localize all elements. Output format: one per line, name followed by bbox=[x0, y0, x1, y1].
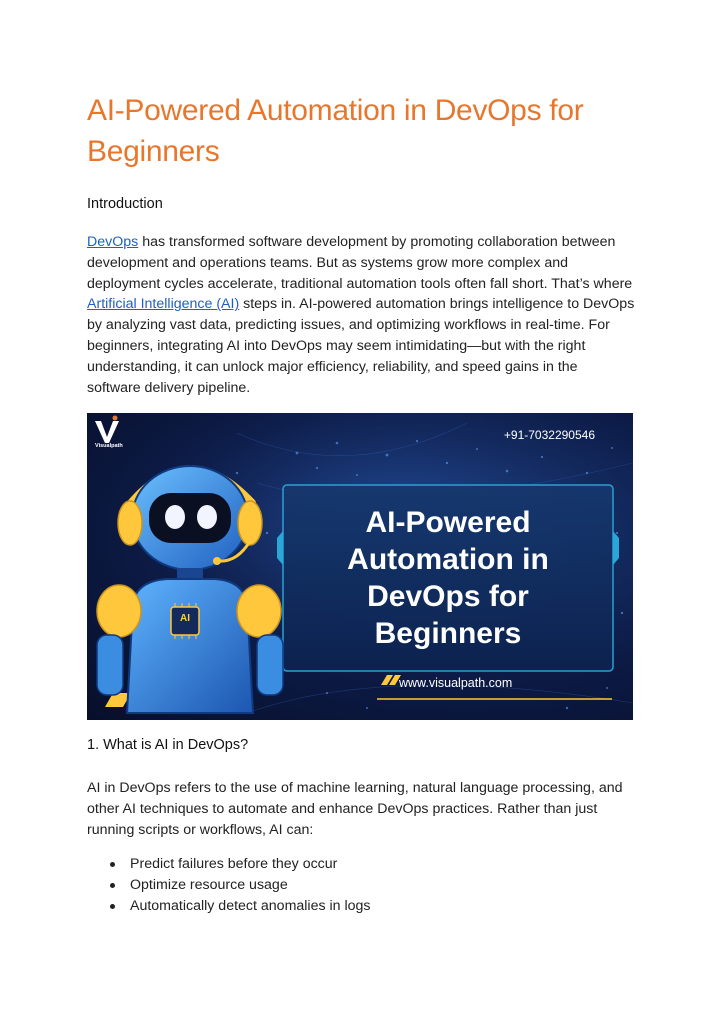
bullet-dot bbox=[110, 862, 115, 867]
document-title: AI-Powered Automation in DevOps for Beginners bbox=[87, 94, 584, 168]
bullet-dot bbox=[110, 904, 115, 909]
bullet-item bbox=[107, 896, 371, 917]
banner-title-line: Beginners bbox=[374, 617, 522, 650]
bullet-text: Optimize resource usage bbox=[130, 877, 288, 893]
intro-heading: Introduction bbox=[87, 196, 163, 212]
section-1-bullet-list bbox=[107, 854, 371, 917]
banner-title-line: Automation in bbox=[347, 543, 549, 576]
section-1-paragraph: AI in DevOps refers to the use of machine learning, natural language processing, and other AI techniques to automate and enhance DevOps practices. Rather than just running scripts or workflows, AI can: bbox=[87, 780, 623, 838]
intro-text-part-1: has transformed software development by promoting collaboration between development and operations teams. But as systems grow more complex and deployment cycles accelerate, traditional automation tools often fall short. That’s where bbox=[87, 234, 633, 292]
bullet-item bbox=[107, 875, 371, 896]
robot-chip-label: AI bbox=[180, 613, 190, 624]
banner-website-url: www.visualpath.com bbox=[399, 676, 513, 690]
banner-title-line: DevOps for bbox=[367, 580, 529, 613]
banner-brand-name: Visualpath bbox=[95, 443, 123, 449]
bullet-item bbox=[107, 854, 371, 875]
devops-link[interactable]: DevOps bbox=[87, 234, 139, 250]
artificial-intelligence-link[interactable]: Artificial Intelligence (AI) bbox=[87, 296, 240, 313]
bullet-text: Predict failures before they occur bbox=[130, 856, 338, 872]
article-banner-image bbox=[87, 413, 633, 720]
bullet-dot bbox=[110, 883, 115, 888]
intro-text-part-2: steps in. AI-powered automation brings intelligence to DevOps by analyzing vast data, predicting issues, and optimizing workflows in real-time. For beginners, integrating AI into DevOps may seem intimidating—but with the right understanding, it can unlock major efficiency, reliability, and speed gains in the software delivery pipeline. bbox=[87, 296, 635, 396]
banner-title bbox=[283, 485, 613, 671]
intro-paragraph bbox=[87, 232, 635, 398]
banner-phone-number: +91-7032290546 bbox=[503, 428, 595, 442]
bullet-text: Automatically detect anomalies in logs bbox=[130, 898, 371, 914]
section-1-heading: 1. What is AI in DevOps? bbox=[87, 737, 249, 753]
banner-title-line: AI-Powered bbox=[365, 506, 531, 539]
